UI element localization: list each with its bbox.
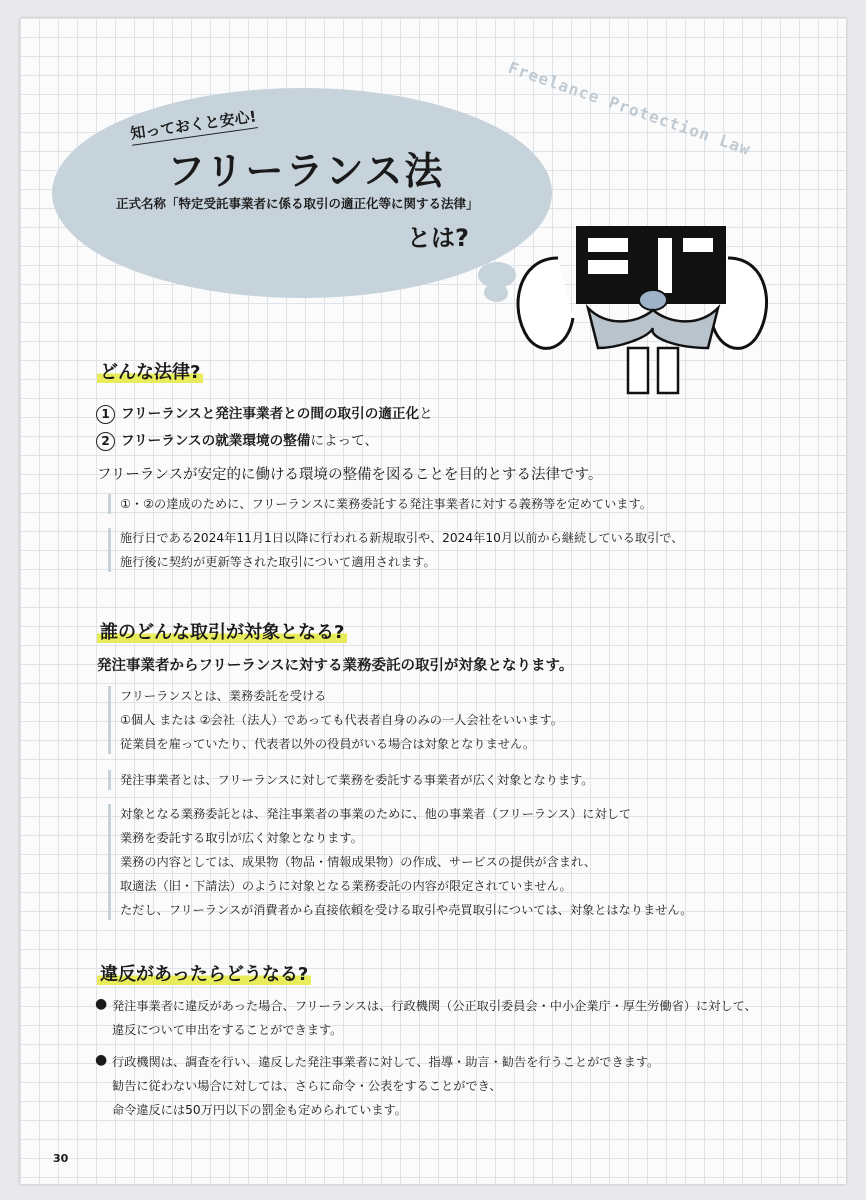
note-obligations: ①・②の達成のために、フリーランスに業務委託する発注事業者に対する義務等を定めています。	[120, 497, 652, 511]
page-title: フリーランス法	[167, 149, 445, 193]
violation-bullet2-line2: 勧告に従わない場合に対しては、さらに命令・公表をすることができ、	[112, 1079, 502, 1093]
violation-bullet2-line1: 行政機関は、調査を行い、違反した発注事業者に対して、指導・助言・勧告を行うことができます。	[112, 1055, 660, 1069]
document-page	[20, 18, 846, 1184]
note-bar	[108, 770, 111, 790]
note-scope-line3: 業務の内容としては、成果物（物品・情報成果物）の作成、サービスの提供が含まれ、	[120, 855, 597, 869]
bullet-icon: ●	[95, 996, 108, 1012]
mascot-illustration	[498, 198, 778, 398]
formal-name: 正式名称「特定受託事業者に係る取引の適正化等に関する法律」	[116, 196, 479, 211]
title-suffix: とは?	[407, 224, 469, 252]
note-freelance-line3: 従業員を雇っていたり、代表者以外の役員がいる場合は対象となりません。	[120, 737, 536, 751]
note-freelance-line1: フリーランスとは、業務委託を受ける	[120, 689, 327, 703]
note-bar	[108, 528, 111, 572]
violation-bullet1-line2: 違反について申出をすることができます。	[112, 1023, 343, 1037]
note-freelance-line2: ①個人 または ②会社（法人）であっても代表者自身のみの一人会社をいいます。	[120, 713, 563, 727]
scope-lead: 発注事業者からフリーランスに対する業務委託の取引が対象となります。	[97, 658, 574, 674]
tagline: 知っておくと安心!	[129, 105, 258, 145]
law-summary: フリーランスが安定的に働ける環境の整備を図ることを目的とする法律です。	[97, 467, 603, 483]
note-client: 発注事業者とは、フリーランスに対して業務を委託する事業者が広く対象となります。	[120, 773, 594, 787]
note-effective-date-line1: 施行日である2024年11月1日以降に行われる新規取引や、2024年10月以前から継続している取引で、	[120, 531, 684, 545]
page-number: 30	[53, 1152, 69, 1165]
bullet-icon: ●	[95, 1052, 108, 1068]
note-bar	[108, 494, 111, 514]
purpose-item-2: 2 フリーランスの就業環境の整備によって、	[96, 429, 378, 451]
number-badge: 2	[96, 432, 115, 451]
note-bar	[108, 804, 111, 920]
note-scope-line4: 取適法（旧・下請法）のように対象となる業務委託の内容が限定されていません。	[120, 879, 572, 893]
section-heading-scope: 誰のどんな取引が対象となる?	[97, 618, 347, 644]
note-effective-date-line2: 施行後に契約が更新等された取引について適用されます。	[120, 555, 436, 569]
note-scope-line2: 業務を委託する取引が広く対象となります。	[120, 831, 363, 845]
section-heading-law: どんな法律?	[97, 358, 203, 384]
purpose-item-1: 1 フリーランスと発注事業者との間の取引の適正化と	[96, 402, 433, 424]
english-title: Freelance Protection Law	[505, 58, 754, 160]
violation-bullet1-line1: 発注事業者に違反があった場合、フリーランスは、行政機関（公正取引委員会・中小企業庁・厚生労働省）に対して、	[112, 999, 757, 1013]
section-heading-violation: 違反があったらどうなる?	[97, 960, 311, 986]
note-scope-line5: ただし、フリーランスが消費者から直接依頼を受ける取引や売買取引については、対象とはなりません。	[120, 903, 693, 917]
note-scope-line1: 対象となる業務委託とは、発注事業者の事業のために、他の事業者（フリーランス）に対して	[120, 807, 632, 821]
violation-bullet2-line3: 命令違反には50万円以下の罰金も定められています。	[112, 1103, 407, 1117]
note-bar	[108, 686, 111, 754]
number-badge: 1	[96, 405, 115, 424]
